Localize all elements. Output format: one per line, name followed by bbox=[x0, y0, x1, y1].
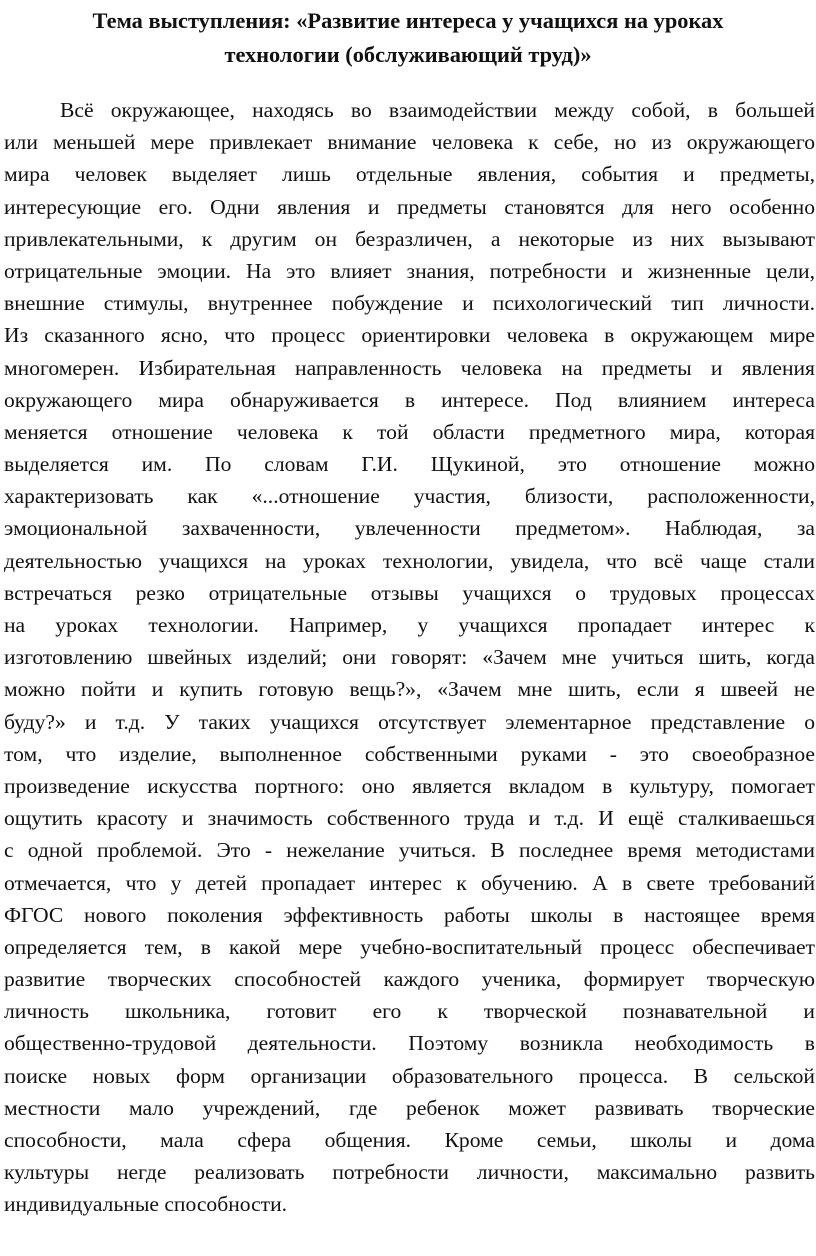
text-line: Из сказанного ясно, что процесс ориентировки человека в окружающем мире bbox=[4, 323, 815, 348]
text-line: буду?» и т.д. У таких учащихся отсутствует элементарное представление о bbox=[4, 709, 815, 734]
text-line: развитие творческих способностей каждого ученика, формирует творческую bbox=[4, 967, 815, 992]
text-line: многомерен. Избирательная направленность человека на предметы и явления bbox=[4, 355, 815, 380]
text-line: том, что изделие, выполненное собственными руками - это своеобразное bbox=[4, 741, 815, 766]
text-line: выделяется им. По словам Г.И. Щукиной, это отношение можно bbox=[4, 452, 815, 477]
text-line: культуры негде реализовать потребности личности, максимально развить bbox=[4, 1160, 815, 1185]
text-line: внешние стимулы, внутреннее побуждение и психологический тип личности. bbox=[4, 291, 815, 316]
title-line-2: технологии (обслуживающий труд)» bbox=[224, 42, 592, 67]
document-title bbox=[0, 4, 816, 72]
text-line: на уроках технологии. Например, у учащихся пропадает интерес к bbox=[4, 613, 815, 637]
text-line: встречаться резко отрицательные отзывы учащихся о трудовых процессах bbox=[4, 580, 815, 605]
text-line: можно пойти и купить готовую вещь?», «Зачем мне шить, если я швеей не bbox=[4, 677, 815, 702]
text-line: ФГОС нового поколения эффективность работы школы в настоящее время bbox=[4, 902, 815, 927]
text-line: отрицательные эмоции. На это влияет знания, потребности и жизненные цели, bbox=[4, 258, 815, 283]
text-line: меняется отношение человека к той области предметного мира, которая bbox=[4, 419, 815, 444]
title-line-1: Тема выступления: «Развитие интереса у учащихся на уроках bbox=[92, 8, 724, 33]
text-line: поиске новых форм организации образовательного процесса. В сельской bbox=[4, 1063, 815, 1088]
text-line: мира человек выделяет лишь отдельные явления, события и предметы, bbox=[4, 162, 815, 187]
text-line: определяется тем, в какой мере учебно-воспитательный процесс обеспечивает bbox=[4, 934, 815, 959]
text-line: местности мало учреждений, где ребенок может развивать творческие bbox=[4, 1095, 815, 1120]
text-line: общественно-трудовой деятельности. Поэтому возникла необходимость в bbox=[4, 1031, 815, 1056]
body-paragraph bbox=[4, 94, 815, 1221]
text-line: окружающего мира обнаруживается в интересе. Под влиянием интереса bbox=[4, 387, 815, 412]
text-line: изготовлению швейных изделий; они говорят: «Зачем мне учиться шить, когда bbox=[4, 645, 815, 670]
text-line: деятельностью учащихся на уроках технологии, увидела, что всё чаще стали bbox=[4, 548, 815, 573]
text-line: характеризовать как «...отношение участия, близости, расположенности, bbox=[4, 484, 815, 509]
text-line: ощутить красоту и значимость собственного труда и т.д. И ещё сталкиваешься bbox=[4, 806, 815, 831]
text-line: или меньшей мере привлекает внимание человека к себе, но из окружающего bbox=[4, 130, 815, 155]
text-line: Всё окружающее, находясь во взаимодействии между собой, в большей bbox=[60, 98, 815, 122]
text-line: личность школьника, готовит его к творческой познавательной и bbox=[4, 999, 815, 1024]
text-line: способности, мала сфера общения. Кроме семьи, школы и дома bbox=[4, 1128, 815, 1152]
text-line: привлекательными, к другим он безразличен, а некоторые из них вызывают bbox=[4, 226, 815, 251]
text-line: интересующие его. Одни явления и предметы становятся для него особенно bbox=[4, 194, 815, 219]
text-line: индивидуальные способности. bbox=[4, 1192, 288, 1217]
text-line: эмоциональной захваченности, увлеченности предметом». Наблюдая, за bbox=[4, 516, 815, 541]
text-line: произведение искусства портного: оно является вкладом в культуру, помогает bbox=[4, 773, 815, 798]
text-line: отмечается, что у детей пропадает интерес к обучению. А в свете требований bbox=[4, 870, 815, 895]
text-line: с одной проблемой. Это - нежелание учиться. В последнее время методистами bbox=[4, 838, 815, 863]
